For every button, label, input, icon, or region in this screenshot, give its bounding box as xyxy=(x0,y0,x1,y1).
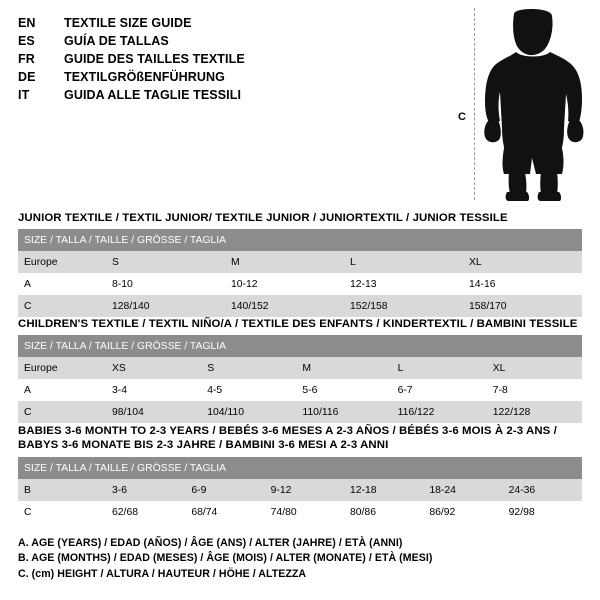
cell: M xyxy=(225,251,344,273)
size-table-junior xyxy=(18,229,582,317)
cell: 98/104 xyxy=(106,401,201,423)
cell: XL xyxy=(463,251,582,273)
footnote-a: A. AGE (YEARS) / EDAD (AÑOS) / ÂGE (ANS) / ALTER (JAHRE) / ETÀ (ANNI) xyxy=(18,536,403,549)
table-row xyxy=(18,273,582,295)
size-table-babies xyxy=(18,457,582,523)
language-row xyxy=(18,50,438,68)
table-header-label: SIZE / TALLA / TAILLE / GRÖSSE / TAGLIA xyxy=(18,229,582,251)
language-title: GUIDE DES TAILLES TEXTILE xyxy=(64,52,245,66)
cell: 3-6 xyxy=(106,479,185,501)
cell: 140/152 xyxy=(225,295,344,317)
cell: M xyxy=(296,357,391,379)
language-code: EN xyxy=(18,16,36,30)
row-label: A xyxy=(18,379,106,401)
section-childrens-textile xyxy=(18,318,582,423)
row-label: C xyxy=(18,295,106,317)
table-row xyxy=(18,379,582,401)
cell: 80/86 xyxy=(344,501,423,523)
row-label: C xyxy=(18,401,106,423)
table-header-row xyxy=(18,335,582,357)
table-header-label: SIZE / TALLA / TAILLE / GRÖSSE / TAGLIA xyxy=(18,457,582,479)
section-title: BABIES 3-6 MONTH TO 2-3 YEARS / BEBÉS 3-6 MESES A 2-3 AÑOS / BÉBÉS 3-6 MOIS À 2-3 ANS / BABYS 3-6 MONATE BIS 2-3 JAHRE / BAMBINI 3-6 MESI A 2-3 ANNI xyxy=(18,425,557,451)
table-row xyxy=(18,295,582,317)
cell: 62/68 xyxy=(106,501,185,523)
language-row xyxy=(18,86,438,104)
language-code: IT xyxy=(18,88,30,102)
language-row xyxy=(18,14,438,32)
row-label: C xyxy=(18,501,106,523)
footnote-c: C. (cm) HEIGHT / ALTURA / HAUTEUR / HÖHE / ALTEZZA xyxy=(18,567,307,580)
cell: 122/128 xyxy=(487,401,582,423)
cell: 6-9 xyxy=(185,479,264,501)
cell: L xyxy=(392,357,487,379)
cell: 7-8 xyxy=(487,379,582,401)
cell: 92/98 xyxy=(503,501,582,523)
language-title: TEXTILGRÖßENFÜHRUNG xyxy=(64,70,225,84)
cell: XL xyxy=(487,357,582,379)
language-row xyxy=(18,32,438,50)
section-babies-textile xyxy=(18,424,582,523)
row-label: A xyxy=(18,273,106,295)
row-label: B xyxy=(18,479,106,501)
height-measure-line xyxy=(474,8,475,200)
table-row xyxy=(18,251,582,273)
cell: XS xyxy=(106,357,201,379)
section-title: CHILDREN'S TEXTILE / TEXTIL NIÑO/A / TEXTILE DES ENFANTS / KINDERTEXTIL / BAMBINI TESSILE xyxy=(18,318,578,330)
cell: S xyxy=(201,357,296,379)
table-row xyxy=(18,501,582,523)
language-code: ES xyxy=(18,34,35,48)
row-label: Europe xyxy=(18,357,106,379)
cell: 128/140 xyxy=(106,295,225,317)
cell: 12-18 xyxy=(344,479,423,501)
cell: 8-10 xyxy=(106,273,225,295)
measurement-figure xyxy=(430,6,590,206)
table-header-row xyxy=(18,229,582,251)
section-junior-textile xyxy=(18,212,582,317)
language-title: GUIDA ALLE TAGLIE TESSILI xyxy=(64,88,242,102)
language-title: GUÍA DE TALLAS xyxy=(64,34,169,48)
cell: 74/80 xyxy=(265,501,344,523)
cell: 68/74 xyxy=(185,501,264,523)
table-header-label: SIZE / TALLA / TAILLE / GRÖSSE / TAGLIA xyxy=(18,335,582,357)
footnotes-block xyxy=(18,536,582,583)
language-row xyxy=(18,68,438,86)
cell: 6-7 xyxy=(392,379,487,401)
cell: 10-12 xyxy=(225,273,344,295)
cell: 104/110 xyxy=(201,401,296,423)
cell: 14-16 xyxy=(463,273,582,295)
cell: 5-6 xyxy=(296,379,391,401)
language-title: TEXTILE SIZE GUIDE xyxy=(64,16,192,30)
child-silhouette-icon xyxy=(478,8,588,208)
language-code: FR xyxy=(18,52,35,66)
section-title: JUNIOR TEXTILE / TEXTIL JUNIOR/ TEXTILE JUNIOR / JUNIORTEXTIL / JUNIOR TESSILE xyxy=(18,212,508,224)
cell: 4-5 xyxy=(201,379,296,401)
language-header-block xyxy=(18,14,438,104)
cell: 12-13 xyxy=(344,273,463,295)
size-table-children xyxy=(18,335,582,423)
cell: S xyxy=(106,251,225,273)
table-row xyxy=(18,479,582,501)
table-row xyxy=(18,357,582,379)
cell: 110/116 xyxy=(296,401,391,423)
row-label: Europe xyxy=(18,251,106,273)
table-header-row xyxy=(18,457,582,479)
cell: 18-24 xyxy=(423,479,502,501)
cell: 86/92 xyxy=(423,501,502,523)
language-code: DE xyxy=(18,70,36,84)
cell: 158/170 xyxy=(463,295,582,317)
footnote-b: B. AGE (MONTHS) / EDAD (MESES) / ÂGE (MOIS) / ALTER (MONATE) / ETÀ (MESI) xyxy=(18,552,433,564)
cell: L xyxy=(344,251,463,273)
cell: 3-4 xyxy=(106,379,201,401)
cell: 24-36 xyxy=(503,479,582,501)
table-row xyxy=(18,401,582,423)
cell: 152/158 xyxy=(344,295,463,317)
cell: 9-12 xyxy=(265,479,344,501)
cell: 116/122 xyxy=(392,401,487,423)
measure-label-c: C xyxy=(458,111,466,123)
